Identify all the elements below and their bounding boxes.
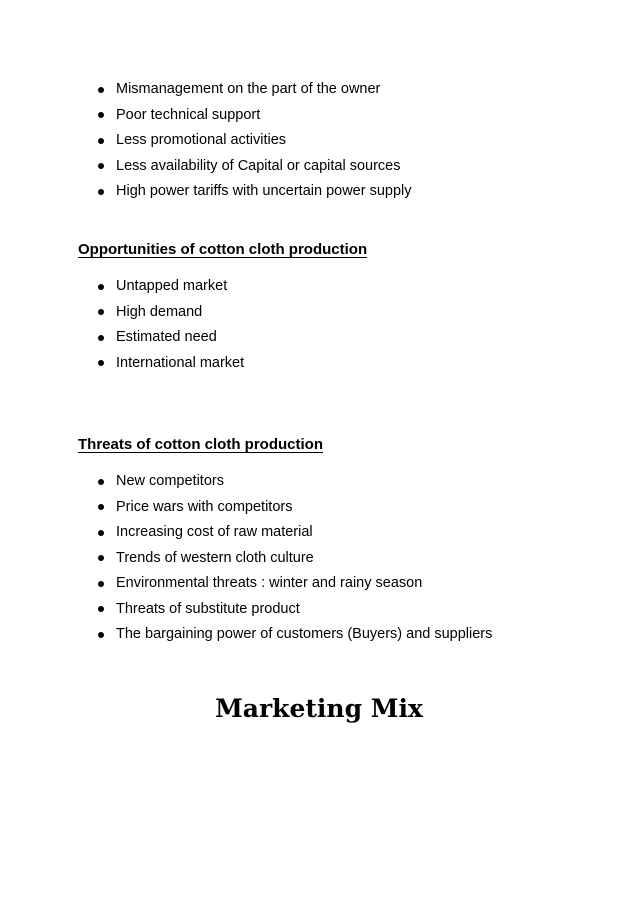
weaknesses-list [96,77,412,205]
list-item-text: Poor technical support [116,106,261,123]
bullet-icon [98,284,104,290]
list-item-text: Estimated need [116,329,217,345]
bullet-icon [98,87,104,93]
list-item-text: The bargaining power of customers (Buyers) and suppliers [116,626,493,642]
list-item-text: High demand [116,303,203,320]
bullet-icon [98,335,104,341]
list-item [96,351,244,377]
bullet-icon [98,163,104,169]
list-item [96,103,412,129]
opportunities-list [96,274,244,376]
section-title: Marketing Mix [215,694,423,723]
bullet-icon [98,555,104,561]
list-item [96,300,244,326]
bullet-icon [98,479,104,485]
list-item-text: Increasing cost of raw material [116,524,313,540]
list-item [96,77,412,103]
threats-list [96,469,492,648]
list-item [96,128,412,154]
list-item-text: High power tariffs with uncertain power supply [116,183,412,199]
list-item [96,571,492,597]
bullet-icon [98,632,104,638]
bullet-icon [98,112,104,118]
list-item-text: New competitors [116,473,224,489]
threats-heading: Threats of cotton cloth production [78,436,323,453]
bullet-icon [98,581,104,587]
list-item [96,325,244,351]
bullet-icon [98,530,104,536]
list-item-text: Threats of substitute product [116,600,300,617]
list-item [96,546,492,572]
list-item-text: Untapped market [116,278,228,294]
list-item-text: Trends of western cloth culture [116,549,314,566]
list-item-text: Less availability of Capital or capital sources [116,157,401,174]
bullet-icon [98,606,104,612]
bullet-icon [98,309,104,315]
bullet-icon [98,504,104,510]
list-item [96,274,244,300]
list-item-text: International market [116,354,245,371]
bullet-icon [98,189,104,195]
list-item-text: Mismanagement on the part of the owner [116,81,381,97]
list-item [96,469,492,495]
list-item [96,622,492,648]
bullet-icon [98,360,104,366]
list-item [96,597,492,623]
list-item [96,495,492,521]
list-item [96,520,492,546]
list-item-text: Price wars with competitors [116,498,293,515]
list-item-text: Less promotional activities [116,132,287,148]
bullet-icon [98,138,104,144]
opportunities-heading: Opportunities of cotton cloth production [78,241,368,258]
list-item-text: Environmental threats : winter and rainy season [116,575,423,591]
list-item [96,179,412,205]
list-item [96,154,412,180]
